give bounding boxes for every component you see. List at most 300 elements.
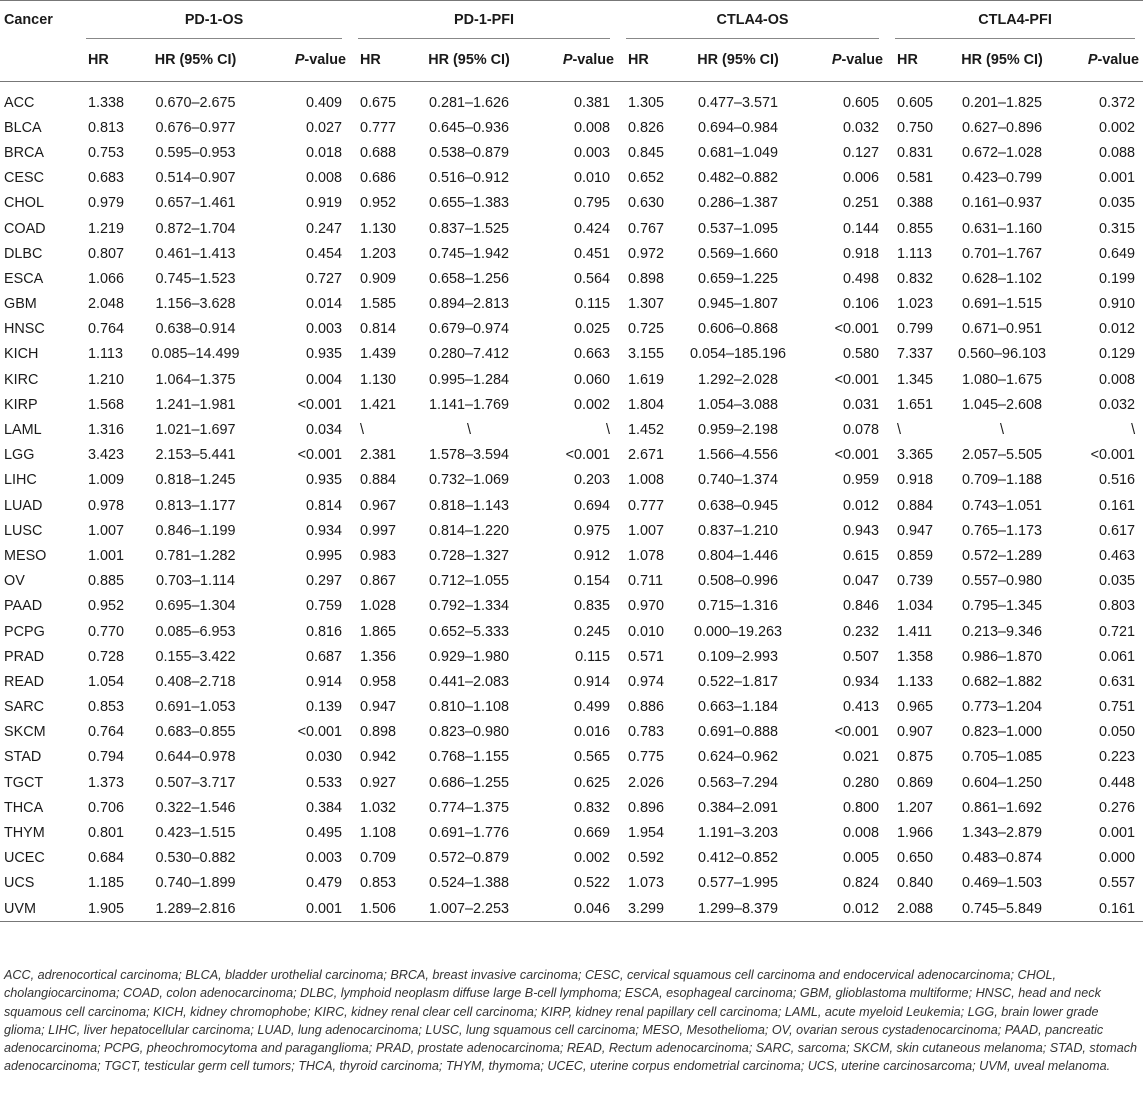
hr-cell: 0.875: [897, 749, 934, 766]
hr-ci-cell: 0.986–1.870: [962, 648, 1043, 665]
hr-cell: 0.783: [628, 724, 665, 741]
p-value-cell: 0.002: [574, 850, 611, 867]
table-row: [0, 140, 1143, 165]
p-suffix: -value: [572, 52, 615, 68]
hr-ci-cell: 1.292–2.028: [698, 371, 779, 388]
p-value-cell: 0.005: [843, 850, 880, 867]
p-value-cell: 0.315: [1099, 220, 1136, 237]
hr-cell: 0.777: [360, 119, 397, 136]
hr-ci-cell: 0.483–0.874: [962, 850, 1043, 867]
cancer-cell: READ: [4, 673, 44, 690]
p-value-cell: 0.914: [306, 673, 343, 690]
p-value-cell: 0.912: [574, 547, 611, 564]
p-value-cell: 0.516: [1099, 472, 1136, 489]
p-value-cell: 0.409: [306, 94, 343, 111]
table-row: [0, 820, 1143, 845]
p-value-cell: 0.002: [1099, 119, 1136, 136]
p-suffix: -value: [304, 52, 347, 68]
hr-cell: 0.845: [628, 144, 665, 161]
hr-cell: 1.054: [88, 673, 125, 690]
table-row: [0, 191, 1143, 216]
p-value-cell: 0.803: [1099, 598, 1136, 615]
hr-cell: 0.952: [360, 195, 397, 212]
cancer-cell: PCPG: [4, 623, 45, 640]
p-value-cell: 0.050: [1099, 724, 1136, 741]
hr-cell: 1.007: [88, 522, 125, 539]
hr-cell: 0.683: [88, 170, 125, 187]
hr-ci-cell: 0.477–3.571: [698, 94, 779, 111]
hr-ci-cell: 0.929–1.980: [429, 648, 510, 665]
hr-ci-cell: 0.995–1.284: [429, 371, 510, 388]
hr-ci-cell: 0.482–0.882: [698, 170, 779, 187]
hr-cell: 1.007: [628, 522, 665, 539]
p-value-cell: 0.127: [843, 144, 880, 161]
p-value-cell: 0.814: [306, 497, 343, 514]
p-value-cell: 0.564: [574, 270, 611, 287]
hr-cell: 0.896: [628, 799, 665, 816]
hr-ci-cell: 0.627–0.896: [962, 119, 1043, 136]
hr-cell: 0.711: [628, 573, 663, 590]
p-value-cell: 0.001: [1099, 825, 1136, 842]
hr-ci-cell: 0.516–0.912: [429, 170, 510, 187]
hr-cell: 0.947: [360, 699, 397, 716]
hr-ci-cell: 0.682–1.882: [962, 673, 1043, 690]
table-row: [0, 543, 1143, 568]
cancer-cell: PRAD: [4, 648, 44, 665]
p-value-cell: 0.061: [1099, 648, 1136, 665]
hr-ci-cell: 0.631–1.160: [962, 220, 1043, 237]
table-row: [0, 292, 1143, 317]
p-value-cell: 0.918: [843, 245, 880, 262]
p-value-cell: 0.012: [1099, 321, 1136, 338]
cancer-cell: UCS: [4, 875, 35, 892]
p-value-cell: 0.003: [306, 850, 343, 867]
hr-ci-cell: 0.846–1.199: [155, 522, 236, 539]
p-value-cell: 0.280: [843, 774, 880, 791]
hr-cell: 0.840: [897, 875, 934, 892]
p-value-cell: 0.008: [1099, 371, 1136, 388]
table-row: [0, 493, 1143, 518]
hr-ci-cell: 0.507–3.717: [155, 774, 236, 791]
hr-cell: 1.001: [88, 547, 125, 564]
cancer-cell: THYM: [4, 825, 45, 842]
hr-ci-cell: 0.524–1.388: [429, 875, 510, 892]
p-value-cell: <0.001: [834, 724, 880, 741]
hr-ci-cell: 0.085–14.499: [151, 346, 240, 363]
hr-cell: 0.974: [628, 673, 665, 690]
hr-cell: 2.048: [88, 296, 125, 313]
hr-cell: 1.966: [897, 825, 934, 842]
hr-cell: 0.898: [360, 724, 397, 741]
table-row: [0, 795, 1143, 820]
hr-cell: 0.832: [897, 270, 934, 287]
p-value-cell: 0.129: [1099, 346, 1136, 363]
p-value-cell: 0.139: [306, 699, 343, 716]
p-value-cell: 0.245: [574, 623, 611, 640]
cancer-cell: ACC: [4, 94, 35, 111]
p-italic: P: [831, 52, 842, 68]
hr-ci-cell: 0.676–0.977: [155, 119, 236, 136]
hr-ci-cell: 0.384–2.091: [698, 799, 779, 816]
hr-ci-cell: 0.469–1.503: [962, 875, 1043, 892]
p-value-cell: 0.232: [843, 623, 880, 640]
hr-cell: 1.210: [88, 371, 125, 388]
hr-cell: 1.804: [628, 396, 665, 413]
p-value-cell: 0.047: [843, 573, 880, 590]
hr-cell: 1.034: [897, 598, 934, 615]
p-value-cell: 0.030: [306, 749, 343, 766]
table-row: [0, 392, 1143, 417]
group-header-pd1-pfi: PD-1-PFI: [350, 1, 618, 40]
hr-ci-cell: 0.538–0.879: [429, 144, 510, 161]
sub-header-p-value: [808, 39, 887, 82]
hr-cell: 1.411: [897, 623, 932, 640]
hr-cell: 1.130: [360, 371, 397, 388]
hr-ci-cell: 0.774–1.375: [429, 799, 510, 816]
hr-cell: 0.010: [628, 623, 665, 640]
p-value-cell: 0.012: [808, 896, 887, 922]
p-value-cell: 0.935: [306, 472, 343, 489]
p-value-cell: 0.002: [574, 396, 611, 413]
hr-ci-cell: 0.408–2.718: [155, 673, 236, 690]
hr-cell: 1.113: [897, 245, 932, 262]
hr-ci-cell: 1.566–4.556: [698, 447, 779, 464]
cancer-cell: HNSC: [4, 321, 45, 338]
hr-cell: 0.764: [88, 724, 125, 741]
hr-ci-cell: 1.299–8.379: [668, 896, 808, 922]
hr-ci-cell: 0.281–1.626: [429, 94, 510, 111]
hr-cell: 0.709: [360, 850, 397, 867]
hr-cell: 7.337: [897, 346, 934, 363]
hr-ci-cell: 0.645–0.936: [429, 119, 510, 136]
p-italic: P: [294, 52, 305, 68]
p-value-cell: 0.021: [843, 749, 880, 766]
p-value-cell: <0.001: [834, 321, 880, 338]
hr-cell: 0.686: [360, 170, 397, 187]
hr-cell: 0.853: [360, 875, 397, 892]
table-row: [0, 896, 1143, 922]
table-row: [0, 669, 1143, 694]
sub-header-hr: HR: [887, 39, 937, 82]
p-italic: P: [562, 52, 573, 68]
hr-ci-cell: 0.671–0.951: [962, 321, 1043, 338]
hr-ci-cell: 0.945–1.807: [698, 296, 779, 313]
hr-ci-cell: 0.894–2.813: [429, 296, 510, 313]
p-value-cell: 0.046: [538, 896, 618, 922]
hr-ci-cell: 0.412–0.852: [698, 850, 779, 867]
p-value-cell: 0.934: [843, 673, 880, 690]
p-value-cell: 0.498: [843, 270, 880, 287]
p-value-cell: 0.846: [843, 598, 880, 615]
hr-cell: 0.794: [88, 749, 125, 766]
hr-ci-cell: 0.441–2.083: [429, 673, 510, 690]
hr-cell: 0.855: [897, 220, 934, 237]
hr-ci-cell: 1.045–2.608: [962, 396, 1043, 413]
hr-ci-cell: 0.572–0.879: [429, 850, 510, 867]
p-value-cell: 0.935: [306, 346, 343, 363]
p-value-cell: 0.004: [306, 371, 343, 388]
p-value-cell: 0.759: [306, 598, 343, 615]
p-value-cell: 0.959: [843, 472, 880, 489]
table-row: [0, 443, 1143, 468]
p-value-cell: 0.032: [1099, 396, 1136, 413]
hr-ci-cell: 0.683–0.855: [155, 724, 236, 741]
table-row: [0, 644, 1143, 669]
cancer-cell: KIRC: [4, 371, 39, 388]
hr-cell: 0.814: [360, 321, 397, 338]
group-underline: [626, 38, 879, 39]
hr-ci-cell: 0.085–6.953: [155, 623, 236, 640]
hr-cell: 1.023: [897, 296, 934, 313]
hr-cell: 1.009: [88, 472, 125, 489]
hr-cell: 0.725: [628, 321, 665, 338]
p-value-cell: 0.631: [1099, 673, 1136, 690]
table-row: [0, 569, 1143, 594]
hr-cell: 1.305: [628, 94, 665, 111]
table-row: [0, 417, 1143, 442]
cancer-cell: LIHC: [4, 472, 37, 489]
hr-cell: 0.807: [88, 245, 125, 262]
p-value-cell: 0.448: [1099, 774, 1136, 791]
hr-ci-cell: 0.624–0.962: [698, 749, 779, 766]
hr-ci-cell: 2.153–5.441: [155, 447, 236, 464]
hr-ci-cell: \: [467, 422, 472, 439]
hr-ci-cell: 0.837–1.525: [429, 220, 510, 237]
sub-header-hr: HR: [350, 39, 400, 82]
table-row: [0, 367, 1143, 392]
p-value-cell: 0.557: [1099, 875, 1136, 892]
hr-cell: \: [360, 422, 365, 439]
hr-cell: 0.684: [88, 850, 125, 867]
hr-ci-cell: 0.563–7.294: [698, 774, 779, 791]
p-value-cell: 0.001: [1099, 170, 1136, 187]
hr-ci-cell: 0.628–1.102: [962, 270, 1043, 287]
hr-cell: 0.958: [360, 673, 397, 690]
p-value-cell: 0.088: [1099, 144, 1136, 161]
p-value-cell: 0.035: [1099, 573, 1136, 590]
cancer-cell: COAD: [4, 220, 46, 237]
hr-cell: 0.886: [628, 699, 665, 716]
cancer-cell: PAAD: [4, 598, 43, 615]
p-suffix: -value: [841, 52, 884, 68]
hr-cell: 1.008: [628, 472, 665, 489]
hr-ci-cell: 0.792–1.334: [429, 598, 510, 615]
hr-cell: 0.907: [897, 724, 934, 741]
hr-ci-cell: 1.578–3.594: [429, 447, 510, 464]
p-value-cell: 0.499: [574, 699, 611, 716]
p-value-cell: \: [606, 422, 611, 439]
sub-header-hr-ci: HR (95% CI): [400, 39, 538, 82]
hr-cell: 0.650: [897, 850, 934, 867]
hr-ci-cell: 0.715–1.316: [698, 598, 779, 615]
hr-ci-cell: 0.604–1.250: [962, 774, 1043, 791]
sub-header-hr-ci: HR (95% CI): [668, 39, 808, 82]
hr-cell: 2.671: [628, 447, 665, 464]
hr-ci-cell: 0.155–3.422: [155, 648, 236, 665]
p-value-cell: 0.203: [574, 472, 611, 489]
p-value-cell: 0.008: [574, 119, 611, 136]
p-value-cell: 0.016: [574, 724, 611, 741]
p-value-cell: 0.507: [843, 648, 880, 665]
table-row: [0, 115, 1143, 140]
p-value-cell: 0.413: [843, 699, 880, 716]
hr-cell: 1.113: [88, 346, 123, 363]
cancer-cell: LUSC: [4, 522, 43, 539]
hr-cell: 1.506: [350, 896, 400, 922]
hr-ci-cell: 0.781–1.282: [155, 547, 236, 564]
hr-cell: 1.651: [897, 396, 934, 413]
hr-cell: 2.381: [360, 447, 397, 464]
hr-cell: 1.619: [628, 371, 665, 388]
hr-cell: 0.739: [897, 573, 934, 590]
table-row: [0, 342, 1143, 367]
p-value-cell: 0.161: [1099, 497, 1136, 514]
hr-ci-cell: 0.795–1.345: [962, 598, 1043, 615]
hr-ci-cell: 0.577–1.995: [698, 875, 779, 892]
p-value-cell: 0.031: [843, 396, 880, 413]
p-value-cell: 0.035: [1099, 195, 1136, 212]
hr-cell: 0.652: [628, 170, 665, 187]
p-value-cell: 0.008: [843, 825, 880, 842]
hr-cell: 1.066: [88, 270, 125, 287]
p-value-cell: 0.687: [306, 648, 343, 665]
hr-cell: 0.884: [360, 472, 397, 489]
hr-ci-cell: 0.813–1.177: [155, 497, 236, 514]
sub-header-p-value: [1067, 39, 1143, 82]
hr-cell: 1.905: [78, 896, 128, 922]
p-value-cell: 0.001: [263, 896, 350, 922]
p-value-cell: <0.001: [1090, 447, 1136, 464]
p-value-cell: 0.381: [574, 94, 611, 111]
hr-ci-cell: 0.557–0.980: [962, 573, 1043, 590]
p-value-cell: 0.663: [574, 346, 611, 363]
hr-ci-cell: 0.655–1.383: [429, 195, 510, 212]
p-value-cell: 0.625: [574, 774, 611, 791]
hr-ci-cell: 0.161–0.937: [962, 195, 1043, 212]
hr-cell: 0.978: [88, 497, 125, 514]
group-header-row: [0, 1, 1143, 40]
hr-ci-cell: 1.141–1.769: [429, 396, 510, 413]
hr-ci-cell: 1.191–3.203: [698, 825, 779, 842]
p-value-cell: 0.424: [574, 220, 611, 237]
hr-cell: 0.770: [88, 623, 125, 640]
p-value-cell: 0.032: [843, 119, 880, 136]
hr-cell: 1.307: [628, 296, 665, 313]
hr-ci-cell: 0.740–1.374: [698, 472, 779, 489]
hr-cell: 0.775: [628, 749, 665, 766]
p-value-cell: 0.995: [306, 547, 343, 564]
sub-header-hr-ci: HR (95% CI): [128, 39, 263, 82]
hr-ci-cell: 0.681–1.049: [698, 144, 779, 161]
hr-cell: 1.078: [628, 547, 665, 564]
table-row: [0, 871, 1143, 896]
p-value-cell: 0.008: [306, 170, 343, 187]
p-value-cell: 0.934: [306, 522, 343, 539]
hr-ci-cell: 1.289–2.816: [128, 896, 263, 922]
p-value-cell: 0.154: [574, 573, 611, 590]
table-row: [0, 317, 1143, 342]
p-value-cell: 0.463: [1099, 547, 1136, 564]
cancer-cell: MESO: [4, 547, 47, 564]
table-row: [0, 518, 1143, 543]
sub-header-p-value: [538, 39, 618, 82]
hr-ci-cell: 0.872–1.704: [155, 220, 236, 237]
hr-ci-cell: 0.286–1.387: [698, 195, 779, 212]
hr-cell: 0.927: [360, 774, 397, 791]
p-value-cell: 0.832: [574, 799, 611, 816]
table-row: [0, 166, 1143, 191]
hr-ci-cell: 0.514–0.907: [155, 170, 236, 187]
hr-ci-cell: 0.522–1.817: [698, 673, 779, 690]
hr-ci-cell: 0.595–0.953: [155, 144, 236, 161]
cancer-cell: KIRP: [4, 396, 38, 413]
p-value-cell: 0.605: [843, 94, 880, 111]
hr-ci-cell: 0.745–5.849: [937, 896, 1067, 922]
sub-header-hr-ci: HR (95% CI): [937, 39, 1067, 82]
hr-cell: 0.831: [897, 144, 934, 161]
p-value-cell: 0.014: [306, 296, 343, 313]
hr-ci-cell: 0.691–0.888: [698, 724, 779, 741]
hr-cell: 0.813: [88, 119, 125, 136]
p-value-cell: 0.533: [306, 774, 343, 791]
hr-cell: 1.203: [360, 245, 397, 262]
p-value-cell: 0.615: [843, 547, 880, 564]
cancer-column-header: Cancer: [0, 1, 78, 40]
hr-cell: 0.767: [628, 220, 665, 237]
hr-ci-cell: 0.701–1.767: [962, 245, 1043, 262]
hr-ci-cell: 0.768–1.155: [429, 749, 510, 766]
p-value-cell: 0.003: [306, 321, 343, 338]
cancer-cell: GBM: [4, 296, 37, 313]
hr-ci-cell: 0.686–1.255: [429, 774, 510, 791]
hr-ci-cell: 0.508–0.996: [698, 573, 779, 590]
hr-cell: 0.826: [628, 119, 665, 136]
hr-cell: 0.869: [897, 774, 934, 791]
hr-ci-cell: 1.343–2.879: [962, 825, 1043, 842]
hr-ci-cell: 0.773–1.204: [962, 699, 1043, 716]
hr-cell: 0.884: [897, 497, 934, 514]
hr-ci-cell: 0.959–2.198: [698, 422, 779, 439]
group-underline: [86, 38, 342, 39]
hr-cell: 1.452: [628, 422, 665, 439]
cancer-cell: TGCT: [4, 774, 44, 791]
hr-ci-cell: 0.201–1.825: [962, 94, 1043, 111]
hr-cell: 0.592: [628, 850, 665, 867]
p-value-cell: 0.914: [574, 673, 611, 690]
hr-ci-cell: 0.691–1.515: [962, 296, 1043, 313]
p-value-cell: 0.824: [843, 875, 880, 892]
p-italic: P: [1087, 52, 1098, 68]
hr-cell: 0.909: [360, 270, 397, 287]
hr-cell: 0.997: [360, 522, 397, 539]
p-value-cell: 0.919: [306, 195, 343, 212]
hr-ci-cell: 0.691–1.776: [429, 825, 510, 842]
p-value-cell: 0.223: [1099, 749, 1136, 766]
hr-cell: 0.777: [628, 497, 665, 514]
hr-cell: 1.421: [360, 396, 397, 413]
hr-ci-cell: 0.652–5.333: [429, 623, 510, 640]
hr-ci-cell: 0.709–1.188: [962, 472, 1043, 489]
p-value-cell: <0.001: [297, 447, 343, 464]
p-value-cell: 0.816: [306, 623, 343, 640]
cancer-cell: BLCA: [4, 119, 42, 136]
hr-cell: 3.299: [618, 896, 668, 922]
hr-ci-cell: 0.569–1.660: [698, 245, 779, 262]
cancer-cell: OV: [4, 573, 25, 590]
hr-cell: 1.865: [360, 623, 397, 640]
hr-ci-cell: 0.537–1.095: [698, 220, 779, 237]
hr-cell: 0.898: [628, 270, 665, 287]
